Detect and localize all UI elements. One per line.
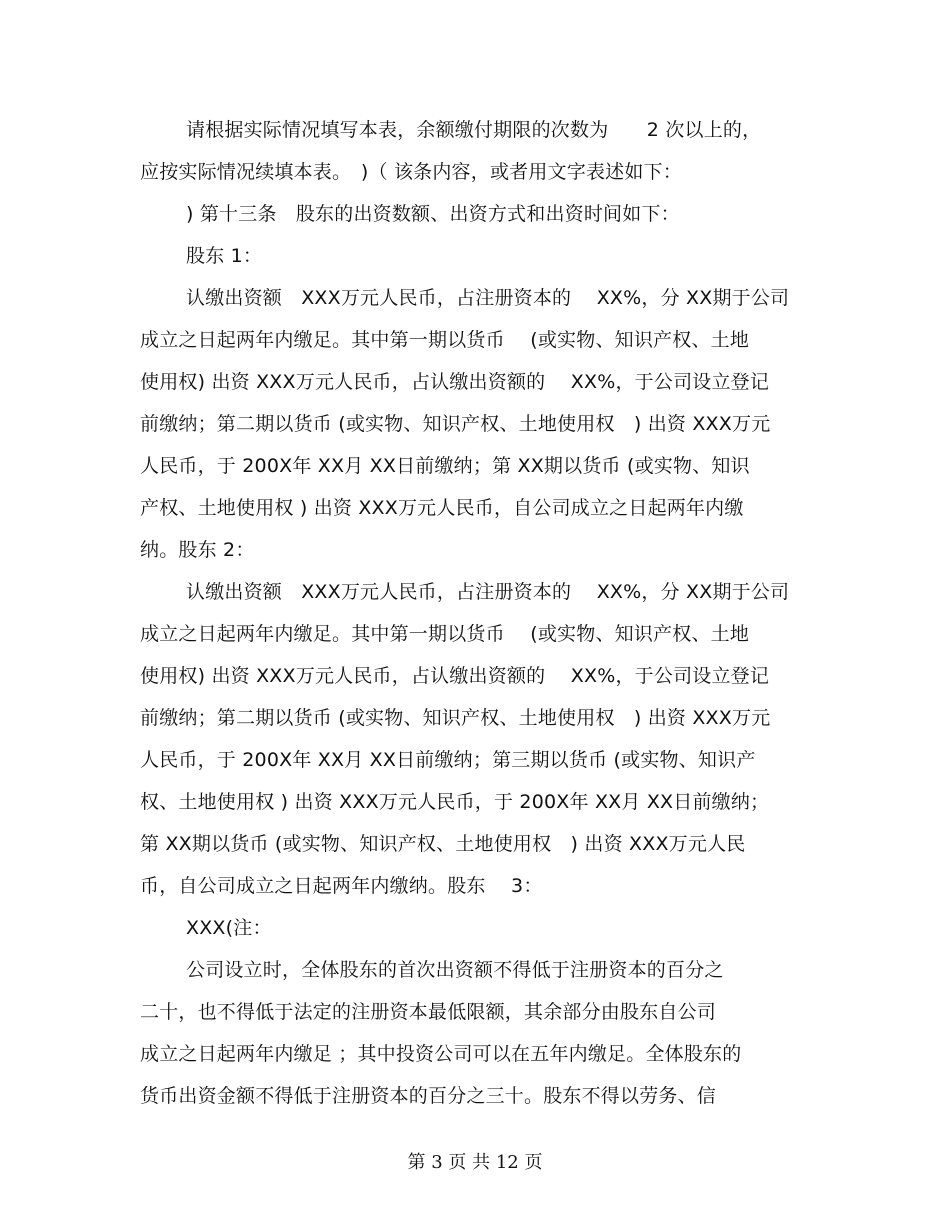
text-line: 纳。股东 2： <box>140 539 255 561</box>
text-line: 人民币，于 200X年 XX月 XX日前缴纳；第 XX期以货币 (或实物、知识 <box>140 455 750 477</box>
text-line: 币，自公司成立之日起两年内缴纳。股东 3： <box>140 875 543 897</box>
text-line: 认缴出资额 XXX万元人民币，占注册资本的 XX%，分 XX期于公司 <box>186 581 790 603</box>
text-line: 成立之日起两年内缴足 ；其中投资公司可以在五年内缴足。全体股东的 <box>140 1043 742 1065</box>
text-line: XXX(注： <box>186 917 272 939</box>
text-line: 公司设立时，全体股东的首次出资额不得低于注册资本的百分之 <box>186 959 724 981</box>
text-line: 前缴纳；第二期以货币 (或实物、知识产权、土地使用权 ) 出资 XXX万元 <box>140 707 771 729</box>
text-line: 第 XX期以货币 (或实物、知识产权、土地使用权 ) 出资 XXX万元人民 <box>140 833 746 855</box>
text-line: 产权、土地使用权 ) 出资 XXX万元人民币，自公司成立之日起两年内缴 <box>140 497 744 519</box>
page-number-footer: 第 3 页 共 12 页 <box>407 1152 543 1173</box>
text-line: 认缴出资额 XXX万元人民币，占注册资本的 XX%，分 XX期于公司 <box>186 287 790 309</box>
text-line: 请根据实际情况填写本表，余额缴付期限的次数为 2 次以上的， <box>186 119 762 141</box>
text-line: 应按实际情况续填本表。 )（ 该条内容，或者用文字表述如下： <box>140 161 682 183</box>
text-line: 二十，也不得低于法定的注册资本最低限额，其余部分由股东自公司 <box>140 1001 717 1023</box>
text-line: 使用权) 出资 XXX万元人民币，占认缴出资额的 XX%，于公司设立登记 <box>140 665 770 687</box>
text-line: 权、土地使用权 ) 出资 XXX万元人民币，于 200X年 XX月 XX日前缴纳； <box>140 791 770 813</box>
text-line: 前缴纳；第二期以货币 (或实物、知识产权、土地使用权 ) 出资 XXX万元 <box>140 413 771 435</box>
text-line: 股东 1： <box>186 245 263 267</box>
text-line: 使用权) 出资 XXX万元人民币，占认缴出资额的 XX%，于公司设立登记 <box>140 371 770 393</box>
text-line: ) 第十三条 股东的出资数额、出资方式和出资时间如下： <box>186 203 680 225</box>
text-line: 人民币，于 200X年 XX月 XX日前缴纳；第三期以货币 (或实物、知识产 <box>140 749 756 771</box>
text-line: 成立之日起两年内缴足。其中第一期以货币 (或实物、知识产权、土地 <box>140 623 750 645</box>
text-line: 货币出资金额不得低于注册资本的百分之三十。股东不得以劳务、信 <box>140 1085 717 1107</box>
text-line: 成立之日起两年内缴足。其中第一期以货币 (或实物、知识产权、土地 <box>140 329 750 351</box>
